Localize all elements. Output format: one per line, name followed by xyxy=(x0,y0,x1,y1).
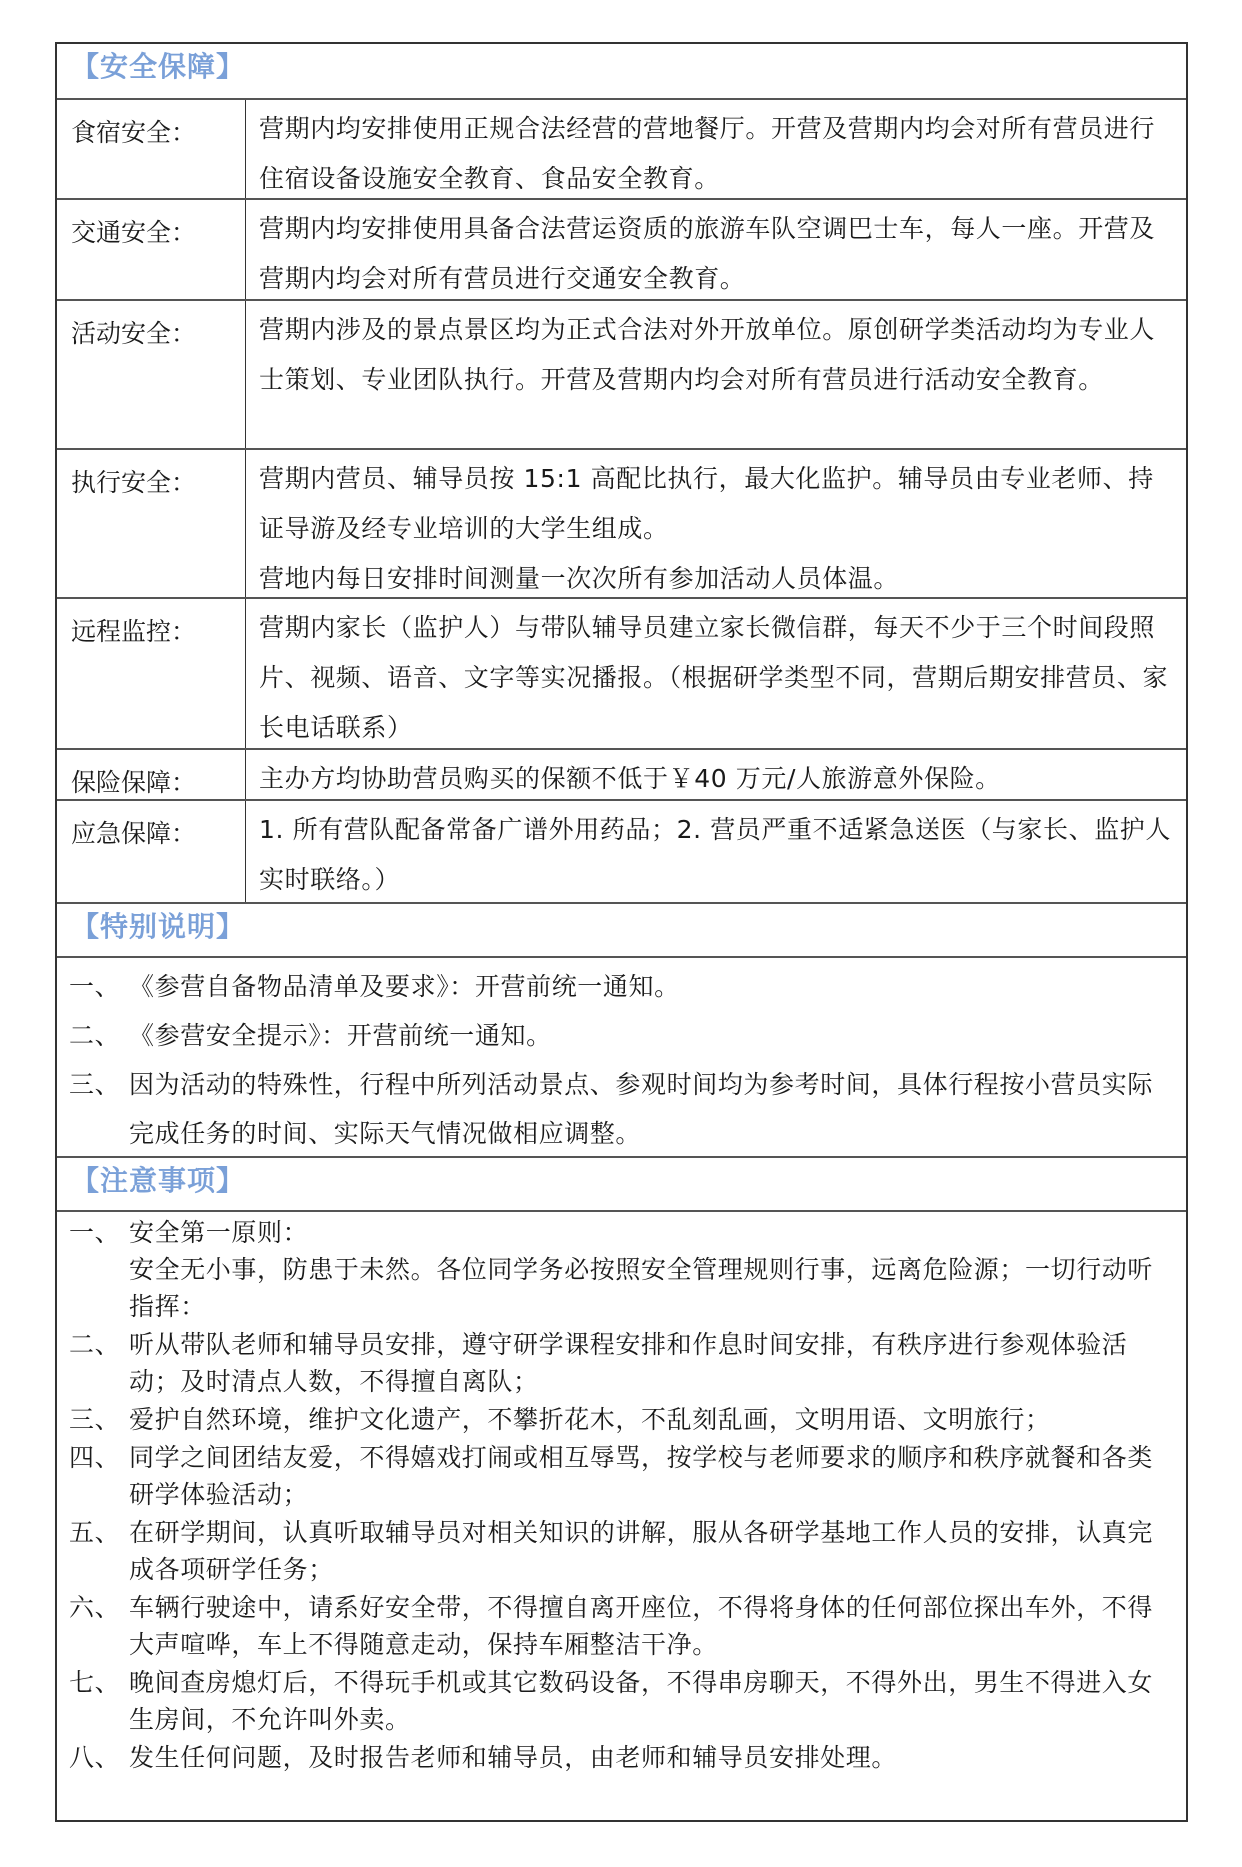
table-row xyxy=(57,597,1186,748)
table-row xyxy=(57,299,1186,448)
list-text: 同学之间团结友爱，不得嬉戏打闹或相互辱骂，按学校与老师要求的顺序和秩序就餐和各类研学体验活动； xyxy=(129,1443,1154,1509)
table-row xyxy=(57,448,1186,597)
list-number: 四、 xyxy=(69,1443,121,1472)
list-item xyxy=(69,1664,1176,1738)
row-value: 营期内家长（监护人）与带队辅导员建立家长微信群，每天不少于三个时间段照片、视频、语音、文字等实况播报。（根据研学类型不同，营期后期安排营员、家长电话联系） xyxy=(259,613,1169,742)
list-text: 《参营自备物品清单及要求》：开营前统一通知。 xyxy=(129,972,680,1001)
list-number: 一、 xyxy=(69,972,121,1001)
row-value: 营期内均安排使用具备合法营运资质的旅游车队空调巴士车，每人一座。开营及营期内均会对所有营员进行交通安全教育。 xyxy=(259,214,1156,293)
list-item xyxy=(69,1439,1176,1513)
section-title: 【特别说明】 xyxy=(71,910,246,943)
list-number: 三、 xyxy=(69,1070,121,1099)
list-number: 二、 xyxy=(69,1021,121,1050)
list-item xyxy=(69,1326,1176,1400)
list-number: 八、 xyxy=(69,1743,121,1772)
row-label: 执行安全： xyxy=(57,450,246,597)
list-text: 晚间查房熄灯后，不得玩手机或其它数码设备，不得串房聊天，不得外出，男生不得进入女生房间，不允许叫外卖。 xyxy=(129,1668,1154,1734)
list-number: 二、 xyxy=(69,1330,121,1359)
list-item xyxy=(69,1514,1176,1588)
section-title: 【安全保障】 xyxy=(71,50,246,83)
table-row xyxy=(57,748,1186,799)
table-row xyxy=(57,98,1186,198)
row-label: 交通安全： xyxy=(57,200,246,299)
row-value-line: 营地内每日安排时间测量一次次所有参加活动人员体温。 xyxy=(259,564,900,593)
list-number: 七、 xyxy=(69,1668,121,1697)
row-label: 活动安全： xyxy=(57,301,246,448)
section-header-special xyxy=(57,902,1186,956)
row-value-line: 营期内营员、辅导员按 15:1 高配比执行，最大化监护。辅导员由专业老师、持证导游及经专业培训的大学生组成。 xyxy=(259,464,1154,543)
list-text: 安全第一原则： xyxy=(129,1218,309,1247)
list-item xyxy=(69,1401,1176,1438)
row-label: 远程监控： xyxy=(57,599,246,748)
row-value: 营期内均安排使用正规合法经营的营地餐厅。开营及营期内均会对所有营员进行住宿设备设施安全教育、食品安全教育。 xyxy=(259,114,1156,193)
list-subtext: 安全无小事，防患于未然。各位同学务必按照安全管理规则行事，远离危险源；一切行动听指挥： xyxy=(129,1255,1154,1321)
list-number: 六、 xyxy=(69,1593,121,1622)
list-text: 发生任何问题，及时报告老师和辅导员，由老师和辅导员安排处理。 xyxy=(129,1743,898,1772)
notes-list xyxy=(57,1210,1186,1820)
table-row xyxy=(57,198,1186,299)
row-label: 保险保障： xyxy=(57,750,246,799)
list-text: 车辆行驶途中，请系好安全带，不得擅自离开座位，不得将身体的任何部位探出车外，不得大声喧哗，车上不得随意走动，保持车厢整洁干净。 xyxy=(129,1593,1154,1659)
row-label: 应急保障： xyxy=(57,801,246,902)
info-table xyxy=(55,42,1188,1822)
list-text: 因为活动的特殊性，行程中所列活动景点、参观时间均为参考时间，具体行程按小营员实际完成任务的时间、实际天气情况做相应调整。 xyxy=(129,1070,1154,1148)
section-header-safety xyxy=(57,44,1186,98)
list-number: 一、 xyxy=(69,1218,121,1247)
list-item xyxy=(69,962,1176,1011)
list-text: 爱护自然环境，维护文化遗产，不攀折花木，不乱刻乱画，文明用语、文明旅行； xyxy=(129,1405,1051,1434)
list-item xyxy=(69,1739,1176,1776)
table-row xyxy=(57,799,1186,902)
section-header-notes xyxy=(57,1156,1186,1210)
list-number: 三、 xyxy=(69,1405,121,1434)
section-title: 【注意事项】 xyxy=(71,1164,246,1197)
row-value: 主办方均协助营员购买的保额不低于￥40 万元/人旅游意外保险。 xyxy=(259,764,1001,793)
list-item xyxy=(69,1060,1176,1158)
list-item xyxy=(69,1214,1176,1325)
special-notes xyxy=(57,956,1186,1156)
row-label: 食宿安全： xyxy=(57,100,246,198)
list-item xyxy=(69,1011,1176,1060)
list-item xyxy=(69,1589,1176,1663)
list-text: 听从带队老师和辅导员安排，遵守研学课程安排和作息时间安排，有秩序进行参观体验活动；及时清点人数，不得擅自离队； xyxy=(129,1330,1128,1396)
list-text: 《参营安全提示》：开营前统一通知。 xyxy=(129,1021,552,1050)
row-value xyxy=(246,450,1186,597)
list-text: 在研学期间，认真听取辅导员对相关知识的讲解，服从各研学基地工作人员的安排，认真完成各项研学任务； xyxy=(129,1518,1154,1584)
list-number: 五、 xyxy=(69,1518,121,1547)
row-value: 1. 所有营队配备常备广谱外用药品；2. 营员严重不适紧急送医（与家长、监护人实时联络。） xyxy=(259,815,1172,894)
row-value: 营期内涉及的景点景区均为正式合法对外开放单位。原创研学类活动均为专业人士策划、专业团队执行。开营及营期内均会对所有营员进行活动安全教育。 xyxy=(259,315,1156,394)
